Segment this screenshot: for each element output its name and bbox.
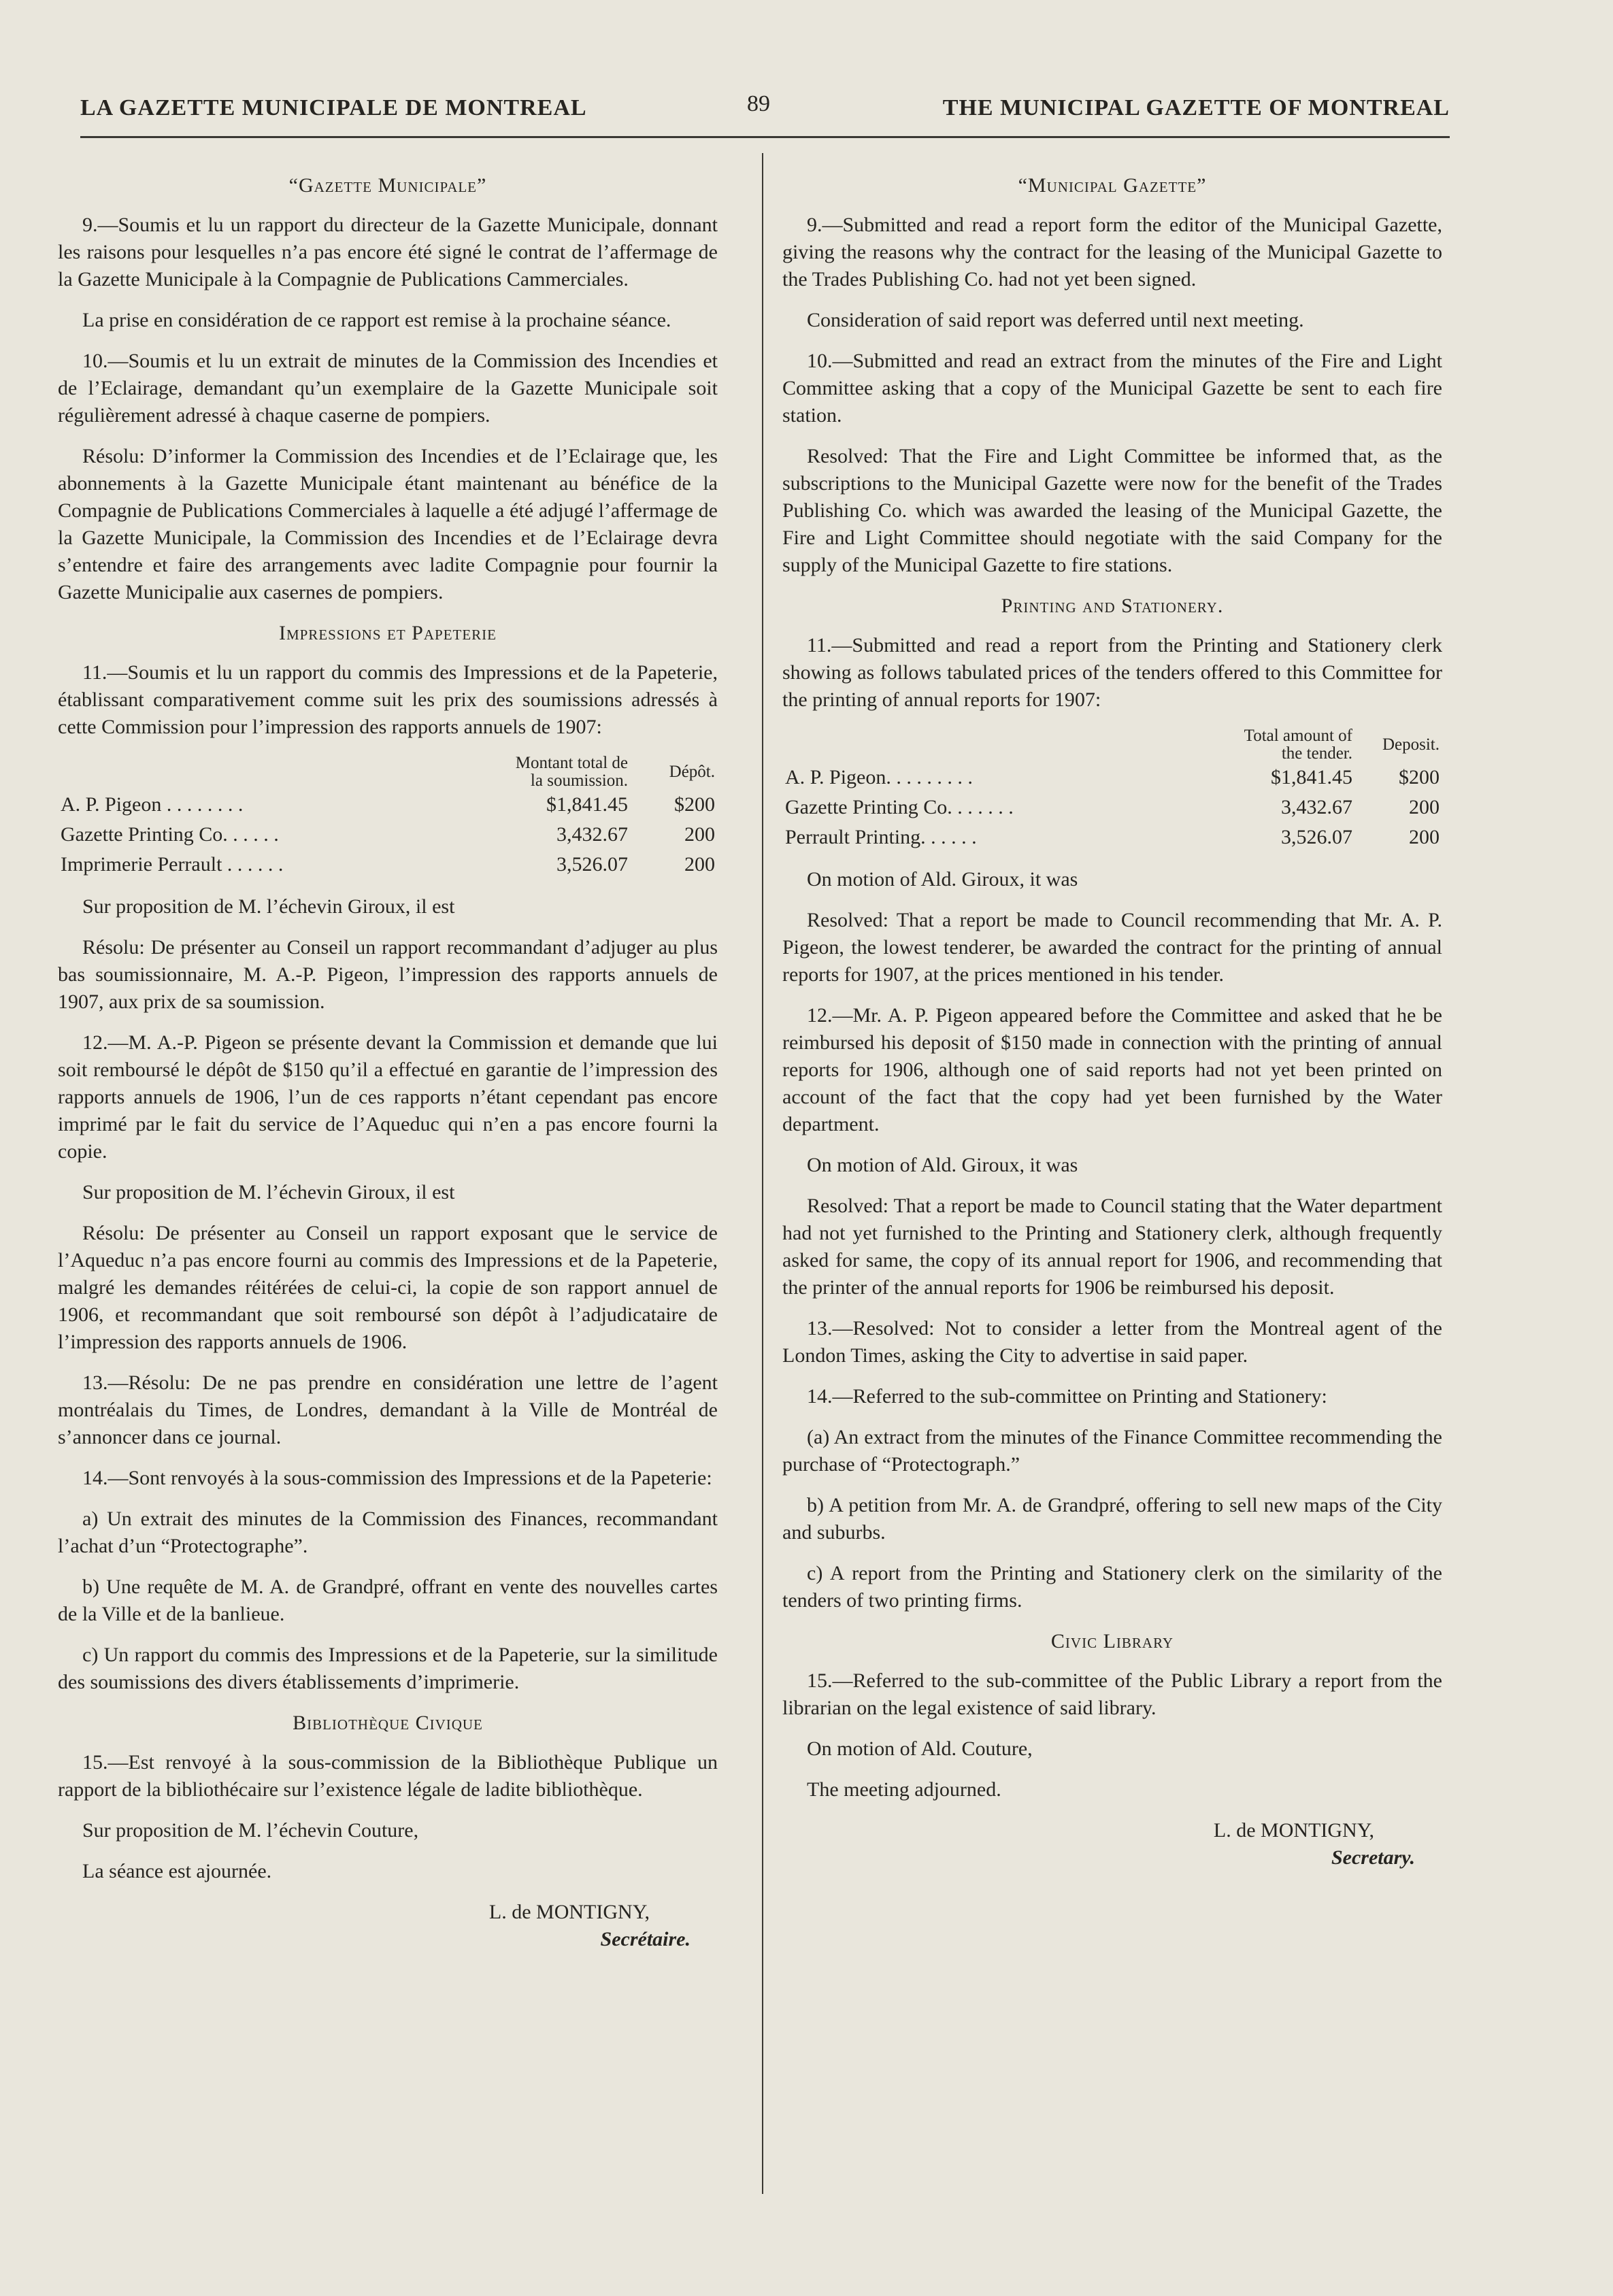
- section-heading: “Municipal Gazette”: [1018, 174, 1207, 197]
- paragraph: Résolu: De présenter au Conseil un rapport recommandant d’adjuger au plus bas soumissionnaire, M. A.-P. Pigeon, l’impression des rapports annuels de 1907, aux prix de sa soumission.: [58, 936, 718, 1013]
- paragraph: 10.—Soumis et lu un extrait de minutes de la Commission des Incendies et de l’Eclairage, demandant qu’un exemplaire de la Gazette Municipale soit régulièrement adressé à chaque caserne de pompiers.: [58, 350, 718, 427]
- paragraph: Resolved: That a report be made to Council stating that the Water department had not yet furnished to the Printing and Stationery clerk, although frequently asked for same, the copy of its annual report for 1906, and recommending that the printer of the annual reports for 1906 be reimbursed his deposit.: [782, 1195, 1442, 1299]
- signatory-title: Secretary.: [1331, 1846, 1415, 1869]
- column-header-deposit: Deposit.: [1382, 735, 1440, 754]
- paragraph: Résolu: D’informer la Commission des Incendies et de l’Eclairage que, les abonnements à la Gazette Municipale étant maintenant au bénéfice de la Compagnie de Publications Commerciales à laquelle a été adjugé l’affermage de la Gazette Municipale, la Commission des Incendies et de l’Eclairage devra s’entendre et faire des arrangements avec ladite Compagnie pour fournir la Gazette Municipalie aux casernes de pompiers.: [58, 445, 718, 603]
- tender-amount: 3,432.67: [1281, 796, 1352, 818]
- paragraph: Resolved: That a report be made to Council recommending that Mr. A. P. Pigeon, the lowest tenderer, be awarded the contract for the printing of annual reports for 1907, at the prices mentioned in his tender.: [782, 909, 1442, 986]
- paragraph: On motion of Ald. Couture,: [807, 1737, 1033, 1760]
- paragraph: (a) An extract from the minutes of the Finance Committee recommending the purchase of “Protectograph.”: [782, 1426, 1442, 1476]
- section-heading: Civic Library: [1050, 1630, 1174, 1652]
- page-number: 89: [747, 91, 770, 116]
- paragraph: Sur proposition de M. l’échevin Couture,: [82, 1819, 419, 1842]
- tender-deposit: 200: [684, 853, 715, 876]
- section-heading: Bibliothèque Civique: [293, 1712, 483, 1734]
- french-column: [58, 167, 718, 1953]
- tenderer-name: A. P. Pigeon . . . . . . . .: [61, 793, 244, 816]
- table-row: [782, 822, 1442, 852]
- paragraph: 10.—Submitted and read an extract from the minutes of the Fire and Light Committee asking that a copy of the Municipal Gazette be sent to each fire station.: [782, 350, 1442, 427]
- column-header-deposit: Dépôt.: [669, 763, 715, 781]
- tender-amount: $1,841.45: [546, 793, 628, 816]
- paragraph: 11.—Soumis et lu un rapport du commis des Impressions et de la Papeterie, établissant comparativement comme suit les prix des soumissions adressés à cette Commission pour l’impression des rapports annuels de 1907:: [58, 661, 718, 738]
- paragraph: a) Un extrait des minutes de la Commission des Finances, recommandant l’achat d’un “Protectographe”.: [58, 1508, 718, 1557]
- paragraph: On motion of Ald. Giroux, it was: [807, 868, 1078, 891]
- tender-deposit: $200: [1399, 766, 1440, 788]
- paragraph: 13.—Resolved: Not to consider a letter from the Montreal agent of the London Times, asking the City to advertise in said paper.: [782, 1317, 1442, 1367]
- paragraph: Consideration of said report was deferred until next meeting.: [807, 309, 1304, 331]
- section-heading: “Gazette Municipale”: [288, 174, 487, 197]
- tender-amount: 3,526.07: [556, 853, 628, 876]
- paragraph: 13.—Résolu: De ne pas prendre en considération une lettre de l’agent montréalais du Times, de Londres, demandant à la Ville de Montréal de s’annoncer dans ce journal.: [58, 1371, 718, 1448]
- table-row: [58, 790, 718, 820]
- tenderer-name: Perrault Printing. . . . . .: [785, 826, 977, 848]
- tender-deposit: 200: [1409, 826, 1440, 848]
- paragraph: Sur proposition de M. l’échevin Giroux, il est: [82, 1181, 455, 1203]
- paragraph: 15.—Referred to the sub-committee of the Public Library a report from the librarian on the legal existence of said library.: [782, 1669, 1442, 1719]
- table-header-row: [58, 754, 718, 790]
- section-heading: Impressions et Papeterie: [278, 622, 497, 644]
- tender-amount: 3,432.67: [556, 823, 628, 846]
- paragraph: 9.—Soumis et lu un rapport du directeur de la Gazette Municipale, donnant les raisons pour lesquelles n’a pas encore été signé le contrat de l’affermage de la Gazette Municipale à la Compagnie de Publications Cammerciales.: [58, 214, 718, 290]
- paragraph: La prise en considération de ce rapport est remise à la prochaine séance.: [82, 309, 671, 331]
- tender-table: [782, 727, 1442, 852]
- paragraph: b) A petition from Mr. A. de Grandpré, offering to sell new maps of the City and suburbs.: [782, 1494, 1442, 1544]
- paragraph: 12.—M. A.-P. Pigeon se présente devant la Commission et demande que lui soit remboursé le dépôt de $150 qu’il a effectué en garantie de l’impression des rapports annuels de 1906, l’un de ces rapports n’étant cependant pas encore imprimé par le fait du service de l’Aqueduc qui n’en a pas encore fourni la copie.: [58, 1031, 718, 1163]
- tender-deposit: 200: [1409, 796, 1440, 818]
- tenderer-name: Gazette Printing Co. . . . . . .: [785, 796, 1014, 818]
- column-header-amount: Total amount of the tender.: [1244, 727, 1352, 763]
- paragraph: On motion of Ald. Giroux, it was: [807, 1154, 1078, 1176]
- tender-amount: $1,841.45: [1271, 766, 1352, 788]
- signatory-name: L. de MONTIGNY,: [488, 1901, 650, 1923]
- paragraph: Sur proposition de M. l’échevin Giroux, il est: [82, 895, 455, 918]
- column-divider: [762, 153, 763, 2194]
- paragraph: c) Un rapport du commis des Impressions et de la Papeterie, sur la similitude des soumissions des divers établissements d’imprimerie.: [58, 1644, 718, 1693]
- paragraph: La séance est ajournée.: [82, 1860, 272, 1882]
- page-header: [80, 91, 1450, 136]
- table-row: [782, 763, 1442, 793]
- paragraph: 11.—Submitted and read a report from the Printing and Stationery clerk showing as follows tabulated prices of the tenders offered to this Committee for the printing of annual reports for 1907:: [782, 634, 1442, 711]
- paragraph: 14.—Sont renvoyés à la sous-commission des Impressions et de la Papeterie:: [82, 1467, 712, 1489]
- paragraph: b) Une requête de M. A. de Grandpré, offrant en vente des nouvelles cartes de la Ville et de la banlieue.: [58, 1576, 718, 1625]
- table-row: [58, 850, 718, 880]
- tender-deposit: 200: [684, 823, 715, 846]
- paragraph: Resolved: That the Fire and Light Committee be informed that, as the subscriptions to the Municipal Gazette were now for the benefit of the Trades Publishing Co. which was awarded the leasing of the Municipal Gazette, the Fire and Light Committee should negotiate with the said Company for the supply of the Municipal Gazette to fire stations.: [782, 445, 1442, 576]
- paragraph: 15.—Est renvoyé à la sous-commission de la Bibliothèque Publique un rapport de la bibliothécaire sur l’existence légale de ladite bibliothèque.: [58, 1751, 718, 1801]
- paragraph: c) A report from the Printing and Stationery clerk on the similarity of the tenders of two printing firms.: [782, 1562, 1442, 1612]
- signatory-title: Secrétaire.: [600, 1928, 691, 1950]
- english-column: [782, 167, 1442, 1871]
- paragraph: 14.—Referred to the sub-committee on Printing and Stationery:: [807, 1385, 1327, 1408]
- paragraph: The meeting adjourned.: [807, 1778, 1001, 1801]
- header-rule: [80, 136, 1450, 138]
- tender-table: [58, 754, 718, 880]
- column-header-amount: Montant total de la soumission.: [515, 754, 628, 790]
- paragraph: 12.—Mr. A. P. Pigeon appeared before the Committee and asked that he be reimbursed his deposit of $150 made in connection with the printing of annual reports for 1906, although one of said reports had not yet been printed on account of the fact that the copy had yet been furnished by the Water department.: [782, 1004, 1442, 1135]
- section-heading: Printing and Stationery.: [1001, 595, 1224, 617]
- table-header-row: [782, 727, 1442, 763]
- paragraph: 9.—Submitted and read a report form the editor of the Municipal Gazette, giving the reasons why the contract for the leasing of the Municipal Gazette to the Trades Publishing Co. had not yet been signed.: [782, 214, 1442, 290]
- tender-amount: 3,526.07: [1281, 826, 1352, 848]
- signature-block: [58, 1899, 718, 1953]
- signature-block: [782, 1817, 1442, 1871]
- tenderer-name: Gazette Printing Co. . . . . .: [61, 823, 279, 846]
- signatory-name: L. de MONTIGNY,: [1213, 1819, 1374, 1842]
- header-english-title: THE MUNICIPAL GAZETTE OF MONTREAL: [942, 95, 1450, 120]
- table-row: [782, 793, 1442, 822]
- tenderer-name: A. P. Pigeon. . . . . . . . .: [785, 766, 973, 788]
- table-row: [58, 820, 718, 850]
- header-french-title: LA GAZETTE MUNICIPALE DE MONTREAL: [80, 95, 587, 120]
- tenderer-name: Imprimerie Perrault . . . . . .: [61, 853, 284, 876]
- paragraph: Résolu: De présenter au Conseil un rapport exposant que le service de l’Aqueduc n’a pas encore fourni au commis des Impressions et de la Papeterie, malgré les demandes réitérées de celui-ci, la copie de son rapport annuel de 1906, et recommandant que soit remboursé son dépôt à l’adjudicataire de l’impression des rapports annuels de 1906.: [58, 1222, 718, 1353]
- tender-deposit: $200: [674, 793, 715, 816]
